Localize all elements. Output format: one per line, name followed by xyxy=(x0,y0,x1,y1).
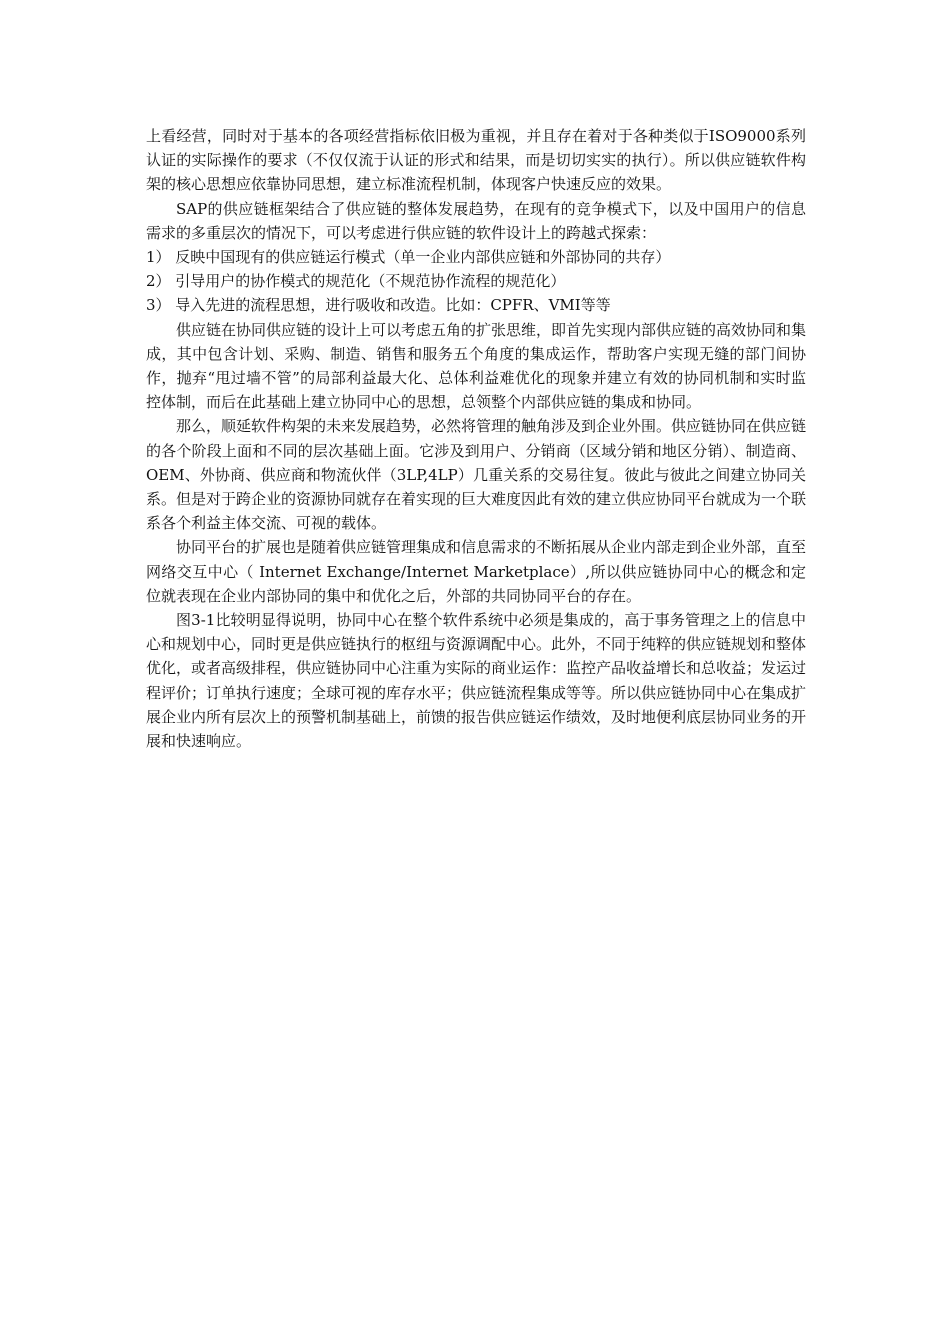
list-item-2: 2） 引导用户的协作模式的规范化（不规范协作流程的规范化） xyxy=(146,272,566,291)
paragraph-figure-3-1: 图3-1比较明显得说明，协同中心在整个软件系统中必须是集成的，高于事务管理之上的信息中心和规划中心，同时更是供应链执行的枢纽与资源调配中心。此外，不同于纯粹的供应链规划和整体优化，或者高级排程，供应链协同中心注重为实际的商业运作：监控产品收益增长和总收益；发运过程评价；订单执行速度；全球可视的库存水平；供应链流程集成等等。所以供应链协同中心在集成扩展企业内所有层次上的预警机制基础上，前馈的报告供应链运作绩效，及时地便利底层协同业务的开展和快速响应。 xyxy=(146,611,807,751)
paragraph-sap-framework: SAP的供应链框架结合了供应链的整体发展趋势，在现有的竞争模式下，以及中国用户的信息需求的多重层次的情况下，可以考虑进行供应链的软件设计上的跨越式探索： xyxy=(146,199,806,242)
document-body xyxy=(146,124,806,753)
paragraph-pentagon-thinking: 供应链在协同供应链的设计上可以考虑五角的扩张思维，即首先实现内部供应链的高效协同和集成，其中包含计划、采购、制造、销售和服务五个角度的集成运作，帮助客户实现无缝的部门间协作，抛弃“甩过墙不管”的局部利益最大化、总体利益难优化的现象并建立有效的协同机制和实时监控体制，而后在此基础上建立协同中心的思想，总领整个内部供应链的集成和协同。 xyxy=(146,320,807,412)
paragraph-future-trend: 那么，顺延软件构架的未来发展趋势，必然将管理的触角涉及到企业外围。供应链协同在供应链的各个阶段上面和不同的层次基础上面。它涉及到用户、分销商（区域分销和地区分销）、制造商、OEM、外协商、供应商和物流伙伴（3LP,4LP）几重关系的交易往复。彼此与彼此之间建立协同关系。但是对于跨企业的资源协同就存在着实现的巨大难度因此有效的建立供应协同平台就成为一个联系各个利益主体交流、可视的载体。 xyxy=(146,417,807,533)
list-item-1: 1） 反映中国现有的供应链运行模式（单一企业内部供应链和外部协同的共存） xyxy=(146,248,671,267)
list-item-3: 3） 导入先进的流程思想，进行吸收和改造。比如：CPFR、VMI等等 xyxy=(146,296,611,315)
paragraph-collaboration-platform: 协同平台的扩展也是随着供应链管理集成和信息需求的不断拓展从企业内部走到企业外部，直至网络交互中心（ Internet Exchange/Internet Marketplace）,所以供应链协同中心的概念和定位就表现在企业内部协同的集中和优化之后，外部的共同协同平台的存在。 xyxy=(146,538,807,605)
paragraph-continuation: 上看经营，同时对于基本的各项经营指标依旧极为重视，并且存在着对于各种类似于ISO9000系列认证的实际操作的要求（不仅仅流于认证的形式和结果，而是切切实实的执行）。所以供应链软件构架的核心思想应依靠协同思想，建立标准流程机制，体现客户快速反应的效果。 xyxy=(146,127,806,194)
